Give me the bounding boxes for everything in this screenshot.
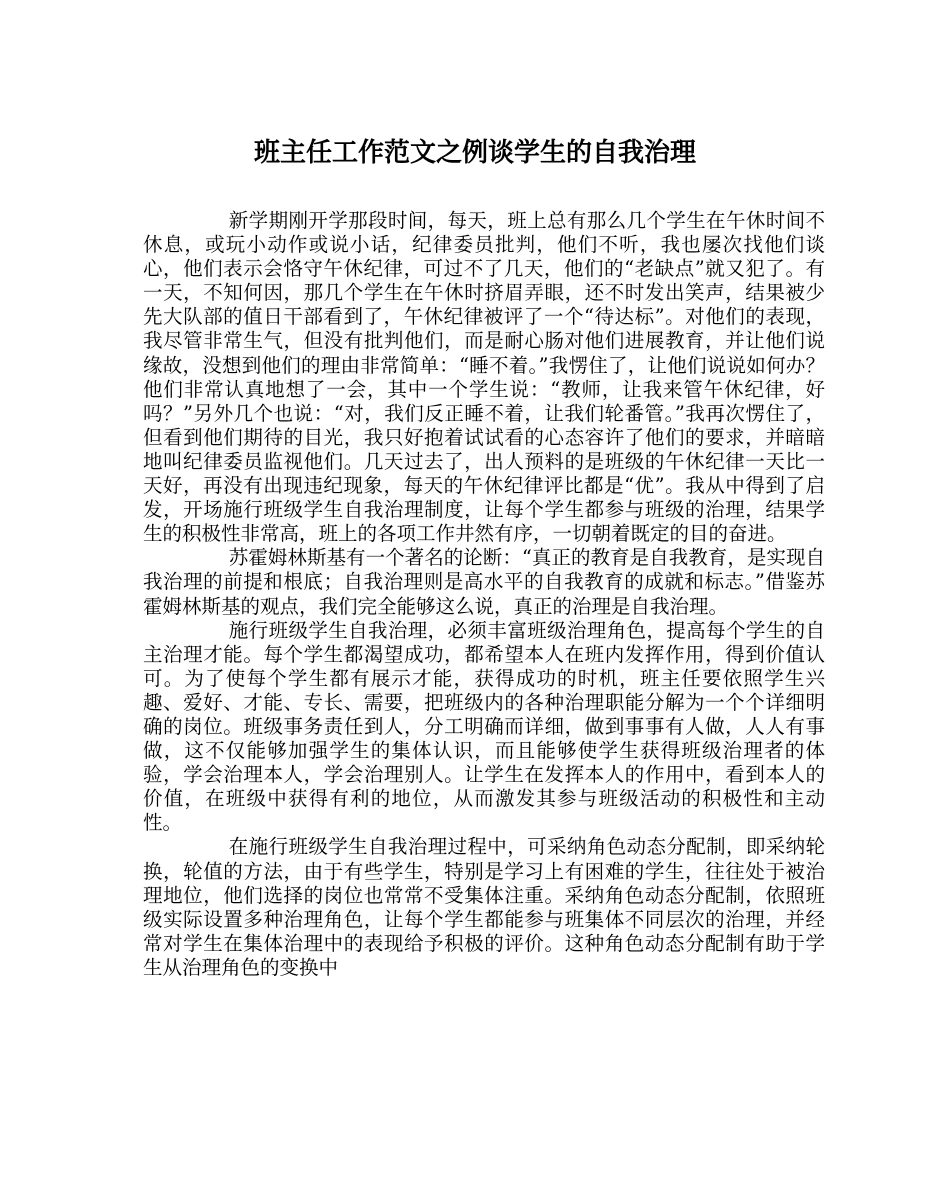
paragraph-3: 施行班级学生自我治理，必须丰富班级治理角色，提高每个学生的自主治理才能。每个学生都渴望成功，都希望本人在班内发挥作用，得到价值认可。为了使每个学生都有展示才能，获得成功的时机，班主任要依照学生兴趣、爱好、才能、专长、需要，把班级内的各种治理职能分解为一个个详细明确的岗位。班级事务责任到人，分工明确而详细，做到事事有人做，人人有事做，这不仅能够加强学生的集体认识，而且能够使学生获得班级治理者的体验，学会治理本人，学会治理别人。让学生在发挥本人的作用中，看到本人的价值，在班级中获得有利的地位，从而激发其参与班级活动的积极性和主动性。 xyxy=(143,618,825,835)
document-body xyxy=(143,209,825,980)
paragraph-2: 苏霍姆林斯基有一个著名的论断：“真正的教育是自我教育，是实现自我治理的前提和根底；自我治理则是高水平的自我教育的成就和标志。”借鉴苏霍姆林斯基的观点，我们完全能够这么说，真正的治理是自我治理。 xyxy=(143,546,825,618)
paragraph-4: 在施行班级学生自我治理过程中，可采纳角色动态分配制，即采纳轮换，轮值的方法，由于有些学生，特别是学习上有困难的学生，往往处于被治理地位，他们选择的岗位也常常不受集体注重。采纳角色动态分配制，依照班级实际设置多种治理角色，让每个学生都能参与班集体不同层次的治理，并经常对学生在集体治理中的表现给予积极的评价。这种角色动态分配制有助于学生从治理角色的变换中 xyxy=(143,835,825,979)
paragraph-1: 新学期刚开学那段时间，每天，班上总有那么几个学生在午休时间不休息，或玩小动作或说小话，纪律委员批判，他们不听，我也屡次找他们谈心，他们表示会恪守午休纪律，可过不了几天，他们的“老缺点”就又犯了。有一天，不知何因，那几个学生在午休时挤眉弄眼，还不时发出笑声，结果被少先大队部的值日干部看到了，午休纪律被评了一个“待达标”。对他们的表现，我尽管非常生气，但没有批判他们，而是耐心肠对他们进展教育，并让他们说缘故，没想到他们的理由非常简单：“睡不着。”我愣住了，让他们说说如何办？他们非常认真地想了一会，其中一个学生说：“教师，让我来管午休纪律，好吗？”另外几个也说：“对，我们反正睡不着，让我们轮番管。”我再次愣住了，但看到他们期待的目光，我只好抱着试试看的心态容许了他们的要求，并暗暗地叫纪律委员监视他们。几天过去了，出人预料的是班级的午休纪律一天比一天好，再没有出现违纪现象，每天的午休纪律评比都是“优”。我从中得到了启发，开场施行班级学生自我治理制度，让每个学生都参与班级的治理，结果学生的积极性非常高，班上的各项工作井然有序，一切朝着既定的目的奋进。 xyxy=(143,209,825,546)
document-title: 班主任工作范文之例谈学生的自我治理 xyxy=(253,138,696,168)
